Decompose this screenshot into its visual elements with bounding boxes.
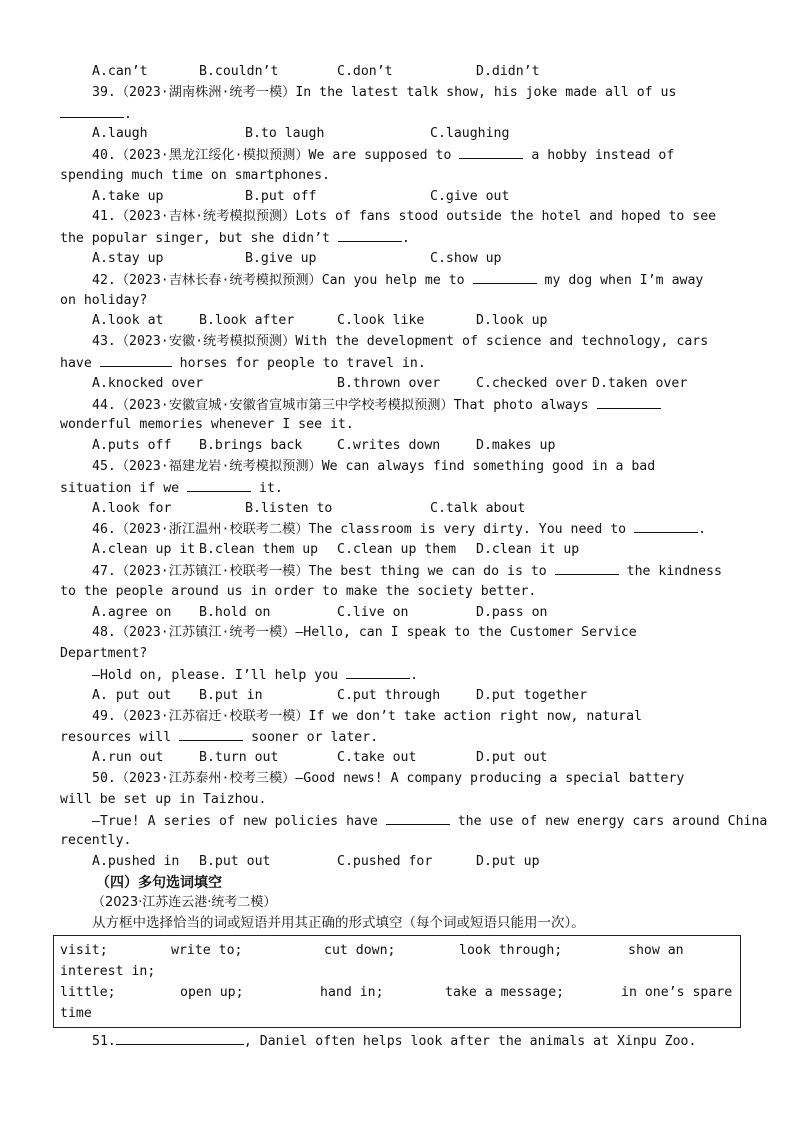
section-source: （2023·江苏连云港·统考二模） bbox=[92, 895, 277, 910]
q47-option-c: C.live on bbox=[337, 605, 409, 620]
q44-blank bbox=[597, 396, 661, 409]
q46-stem-line bbox=[92, 520, 794, 539]
q45-tail: it. bbox=[259, 481, 283, 496]
q50-reply: —True! A series of new policies have bbox=[92, 814, 378, 829]
q40-option-a: A.take up bbox=[92, 189, 164, 204]
q47-continuation: to the people around us in order to make the society better. bbox=[60, 584, 537, 599]
q39-stem: 39.（2023·湖南株洲·统考一模）In the latest talk show, his joke made all of us bbox=[92, 85, 677, 100]
q49-continuation-line bbox=[60, 728, 794, 747]
q40-option-c: C.give out bbox=[430, 189, 510, 204]
word-little: little; bbox=[60, 985, 116, 1000]
q46-stem: 46.（2023·浙江温州·校联考二模）The classroom is very dirty. You need to bbox=[92, 522, 627, 537]
q50-option-c: C.pushed for bbox=[337, 854, 433, 869]
q40-stem: 40.（2023·黑龙江绥化·模拟预测）We are supposed to bbox=[92, 148, 452, 163]
q41-option-c: C.show up bbox=[430, 251, 502, 266]
q44-option-d: D.makes up bbox=[476, 438, 556, 453]
q47-option-b: B.hold on bbox=[199, 605, 271, 620]
word-in-ones-spare: in one’s spare bbox=[621, 985, 733, 1000]
q50-reply-line bbox=[92, 812, 794, 831]
q46-tail: . bbox=[698, 522, 707, 537]
q49-stem: 49.（2023·江苏宿迁·校联考一模）If we don’t take action right now, natural bbox=[92, 709, 642, 724]
q51-blank bbox=[116, 1032, 244, 1045]
q44-continuation: wonderful memories whenever I see it. bbox=[60, 417, 354, 432]
q51-number: 51. bbox=[92, 1034, 116, 1049]
q40-blank bbox=[459, 146, 523, 159]
word-box bbox=[53, 935, 741, 1028]
q42-option-d: D.look up bbox=[476, 313, 548, 328]
q41-blank bbox=[338, 229, 402, 242]
q47-stem-end: the kindness bbox=[626, 564, 722, 579]
q48-stem: 48.（2023·江苏镇江·统考一模）—Hello, can I speak to the Customer Service bbox=[92, 625, 637, 640]
q45-continuation: situation if we bbox=[60, 481, 180, 496]
q45-option-b: B.listen to bbox=[245, 501, 333, 516]
q48-option-d: D.put together bbox=[476, 688, 588, 703]
q38-option-a: A.can’t bbox=[92, 64, 148, 79]
q40-continuation: spending much time on smartphones. bbox=[60, 168, 330, 183]
q39-option-a: A.laugh bbox=[92, 126, 148, 141]
q48-reply-line bbox=[92, 666, 794, 685]
q47-stem: 47.（2023·江苏镇江·校联考一模）The best thing we can do is to bbox=[92, 564, 547, 579]
q49-tail: sooner or later. bbox=[251, 730, 379, 745]
q42-option-c: C.look like bbox=[337, 313, 425, 328]
word-time: time bbox=[60, 1006, 92, 1021]
q48-reply: —Hold on, please. I’ll help you bbox=[92, 668, 339, 683]
q44-stem-line bbox=[92, 396, 794, 415]
q43-option-c: C.checked over bbox=[476, 376, 588, 391]
q45-stem: 45.（2023·福建龙岩·统考模拟预测）We can always find something good in a bad bbox=[92, 459, 656, 474]
q43-blank bbox=[100, 354, 172, 367]
q46-option-b: B.clean them up bbox=[199, 542, 319, 557]
word-interest-in: interest in; bbox=[60, 964, 156, 979]
word-visit: visit; bbox=[60, 943, 108, 958]
q39-blank bbox=[60, 105, 124, 118]
q44-option-c: C.writes down bbox=[337, 438, 441, 453]
q48-option-b: B.put in bbox=[199, 688, 263, 703]
q39-continuation bbox=[60, 105, 794, 124]
q48-tail: . bbox=[410, 668, 419, 683]
q50-option-a: A.pushed in bbox=[92, 854, 180, 869]
q46-option-c: C.clean up them bbox=[337, 542, 457, 557]
q41-option-b: B.give up bbox=[245, 251, 317, 266]
q47-option-d: D.pass on bbox=[476, 605, 548, 620]
q41-continuation: the popular singer, but she didn’t bbox=[60, 231, 330, 246]
q49-option-a: A.run out bbox=[92, 750, 164, 765]
q38-option-b: B.couldn’t bbox=[199, 64, 279, 79]
q41-tail: . bbox=[401, 231, 410, 246]
q45-option-a: A.look for bbox=[92, 501, 172, 516]
q40-stem-end: a hobby instead of bbox=[531, 148, 675, 163]
q43-option-b: B.thrown over bbox=[337, 376, 441, 391]
q45-continuation-line bbox=[60, 479, 794, 498]
q47-stem-line bbox=[92, 562, 794, 581]
q49-option-c: C.take out bbox=[337, 750, 417, 765]
q45-blank bbox=[187, 479, 251, 492]
q50-blank bbox=[386, 812, 450, 825]
word-cut-down: cut down; bbox=[324, 943, 396, 958]
word-look-through: look through; bbox=[459, 943, 563, 958]
q43-option-d: D.taken over bbox=[592, 376, 688, 391]
section-instruction: 从方框中选择恰当的词或短语并用其正确的形式填空（每个词或短语只能用一次）。 bbox=[92, 915, 585, 931]
q46-option-a: A.clean up it bbox=[92, 542, 196, 557]
q47-option-a: A.agree on bbox=[92, 605, 172, 620]
q48-blank bbox=[346, 666, 410, 679]
q50-reply-end: the use of new energy cars around China bbox=[457, 814, 768, 829]
q50-option-b: B.put out bbox=[199, 854, 271, 869]
q42-option-a: A.look at bbox=[92, 313, 164, 328]
q41-stem: 41.（2023·吉林·统考模拟预测）Lots of fans stood outside the hotel and hoped to see bbox=[92, 209, 717, 224]
q44-option-a: A.puts off bbox=[92, 438, 172, 453]
word-write-to: write to; bbox=[171, 943, 243, 958]
q47-blank bbox=[555, 562, 619, 575]
q43-option-a: A.knocked over bbox=[92, 376, 204, 391]
q42-stem: 42.（2023·吉林长春·统考模拟预测）Can you help me to bbox=[92, 273, 465, 288]
q50-continuation: will be set up in Taizhou. bbox=[60, 792, 267, 807]
word-show-an: show an bbox=[628, 943, 684, 958]
q43-continuation: have bbox=[60, 356, 92, 371]
q51-text: , Daniel often helps look after the animals at Xinpu Zoo. bbox=[243, 1034, 697, 1049]
q41-continuation-line bbox=[60, 229, 794, 248]
q49-continuation: resources will bbox=[60, 730, 172, 745]
q39-option-c: C.laughing bbox=[430, 126, 510, 141]
q39-option-b: B.to laugh bbox=[245, 126, 325, 141]
word-open-up: open up; bbox=[180, 985, 244, 1000]
q51-line bbox=[92, 1032, 794, 1051]
q40-option-b: B.put off bbox=[245, 189, 317, 204]
q42-stem-line bbox=[92, 271, 794, 290]
q46-blank bbox=[634, 520, 698, 533]
word-take-a-message: take a message; bbox=[445, 985, 565, 1000]
q42-option-b: B.look after bbox=[199, 313, 295, 328]
q43-continuation-end: horses for people to travel in. bbox=[179, 356, 426, 371]
q49-option-d: D.put out bbox=[476, 750, 548, 765]
q45-option-c: C.talk about bbox=[430, 501, 526, 516]
q42-continuation: on holiday? bbox=[60, 293, 148, 308]
q43-stem: 43.（2023·安徽·统考模拟预测）With the development of science and technology, cars bbox=[92, 334, 709, 349]
q50-continuation-2: recently. bbox=[60, 833, 132, 848]
q49-option-b: B.turn out bbox=[199, 750, 279, 765]
q48-option-c: C.put through bbox=[337, 688, 441, 703]
section-title: （四）多句选词填空 bbox=[96, 875, 222, 891]
word-hand-in: hand in; bbox=[320, 985, 384, 1000]
q38-option-d: D.didn’t bbox=[476, 64, 540, 79]
q42-blank bbox=[473, 271, 537, 284]
q48-option-a: A. put out bbox=[92, 688, 172, 703]
q42-stem-end: my dog when I’m away bbox=[544, 273, 704, 288]
q49-blank bbox=[179, 728, 243, 741]
q44-stem: 44.（2023·安徽宣城·安徽省宣城市第三中学校考模拟预测）That photo always bbox=[92, 398, 589, 413]
q41-option-a: A.stay up bbox=[92, 251, 164, 266]
q44-option-b: B.brings back bbox=[199, 438, 303, 453]
q39-tail: . bbox=[124, 107, 132, 122]
q46-option-d: D.clean it up bbox=[476, 542, 580, 557]
q40-stem-line bbox=[92, 146, 794, 165]
q50-option-d: D.put up bbox=[476, 854, 540, 869]
q48-continuation: Department? bbox=[60, 646, 148, 661]
q50-stem: 50.（2023·江苏泰州·校考三模）—Good news! A company producing a special battery bbox=[92, 771, 685, 786]
q38-option-c: C.don’t bbox=[337, 64, 393, 79]
q43-continuation-line bbox=[60, 354, 794, 373]
